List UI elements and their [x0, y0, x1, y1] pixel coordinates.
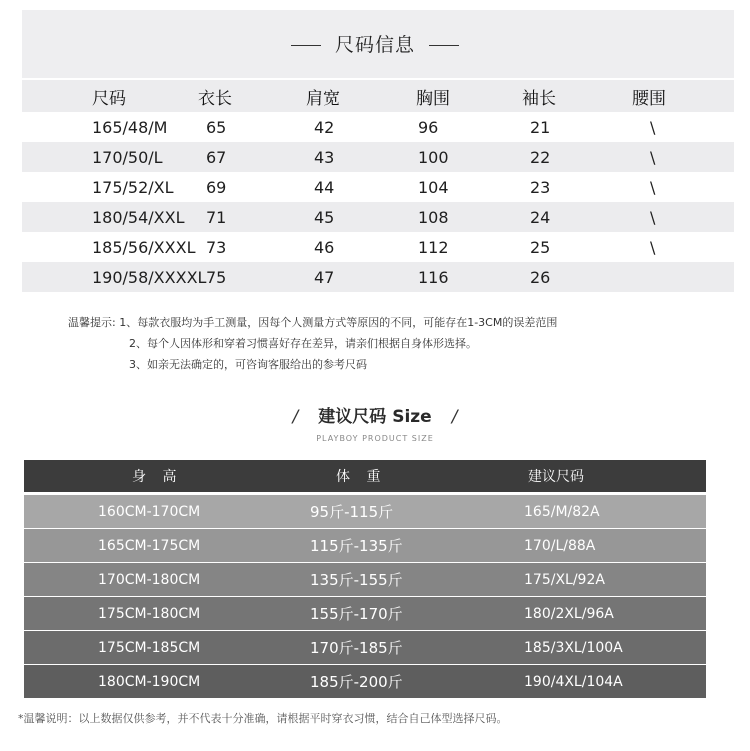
cell-waist: \ — [650, 177, 656, 197]
table-row — [24, 529, 706, 562]
cell-chest: 104 — [418, 177, 449, 197]
header-shoulder: 肩宽 — [306, 88, 340, 109]
recommend-title-text: 建议尺码 Size — [318, 407, 432, 427]
cell-weight: 155斤-170斤 — [310, 605, 403, 623]
note-line: 3、如亲无法确定的，可咨询客服给出的参考尺码 — [129, 358, 367, 371]
cell-weight: 170斤-185斤 — [310, 639, 403, 657]
cell-size: 180/54/XXL — [92, 207, 185, 227]
header-chest: 胸围 — [416, 88, 450, 109]
cell-length: 65 — [206, 117, 227, 137]
cell-size: 165/48/M — [92, 117, 168, 137]
cell-shoulder: 43 — [314, 147, 335, 167]
title-slash-left: / — [292, 407, 299, 427]
recommend-title — [0, 402, 750, 427]
cell-length: 71 — [206, 207, 227, 227]
note-line: 温馨提示: 1、每款衣服均为手工测量，因每个人测量方式等原因的不同，可能存在1-3CM的误差范围 — [68, 316, 558, 329]
cell-shoulder: 45 — [314, 207, 335, 227]
title-dash-left — [291, 45, 321, 46]
cell-shoulder: 46 — [314, 237, 335, 257]
cell-sleeve: 24 — [530, 207, 551, 227]
header-sleeve: 袖长 — [522, 88, 556, 109]
cell-size: 170/50/L — [92, 147, 163, 167]
cell-suggested-size: 180/2XL/96A — [524, 605, 614, 622]
table-row — [22, 112, 734, 142]
cell-suggested-size: 190/4XL/104A — [524, 673, 623, 690]
cell-length: 69 — [206, 177, 227, 197]
size-table — [22, 80, 734, 292]
header-suggested-size: 建议尺码 — [528, 469, 584, 485]
table-row — [22, 262, 734, 292]
cell-height: 170CM-180CM — [98, 571, 201, 588]
cell-size: 190/58/XXXXL — [92, 267, 207, 287]
cell-sleeve: 21 — [530, 117, 551, 137]
cell-suggested-size: 185/3XL/100A — [524, 639, 623, 656]
cell-chest: 116 — [418, 267, 449, 287]
header-waist: 腰围 — [632, 88, 666, 109]
cell-shoulder: 44 — [314, 177, 335, 197]
cell-chest: 96 — [418, 117, 439, 137]
cell-height: 175CM-180CM — [98, 605, 201, 622]
cell-length: 73 — [206, 237, 227, 257]
table-row — [24, 631, 706, 664]
cell-weight: 95斤-115斤 — [310, 503, 394, 521]
table-row — [24, 597, 706, 630]
cell-weight: 115斤-135斤 — [310, 537, 403, 555]
cell-height: 175CM-185CM — [98, 639, 201, 656]
cell-size: 175/52/XL — [92, 177, 174, 197]
cell-weight: 135斤-155斤 — [310, 571, 403, 589]
table-row — [22, 172, 734, 202]
table-row — [22, 232, 734, 262]
size-info-title — [0, 30, 750, 57]
note-line: 2、每个人因体形和穿着习惯喜好存在差异，请亲们根据自身体形选择。 — [129, 337, 477, 350]
cell-waist: \ — [650, 207, 656, 227]
title-dash-right — [429, 45, 459, 46]
cell-waist: \ — [650, 237, 656, 257]
cell-suggested-size: 165/M/82A — [524, 503, 600, 520]
cell-length: 75 — [206, 267, 227, 287]
cell-suggested-size: 175/XL/92A — [524, 571, 605, 588]
cell-shoulder: 42 — [314, 117, 335, 137]
header-length: 衣长 — [198, 88, 232, 109]
table-row — [24, 495, 706, 528]
header-weight: 体 重 — [336, 469, 387, 485]
cell-height: 160CM-170CM — [98, 503, 201, 520]
cell-length: 67 — [206, 147, 227, 167]
table-row — [22, 142, 734, 172]
cell-chest: 108 — [418, 207, 449, 227]
title-slash-right: / — [451, 407, 458, 427]
cell-size: 185/56/XXXL — [92, 237, 196, 257]
size-table-header — [22, 80, 734, 112]
cell-sleeve: 26 — [530, 267, 551, 287]
measurement-notes — [68, 312, 557, 375]
cell-height: 165CM-175CM — [98, 537, 201, 554]
header-height: 身 高 — [132, 469, 183, 485]
cell-sleeve: 25 — [530, 237, 551, 257]
table-row — [22, 202, 734, 232]
cell-height: 180CM-190CM — [98, 673, 201, 690]
table-row — [24, 665, 706, 698]
recommend-subtitle: PLAYBOY PRODUCT SIZE — [316, 434, 434, 443]
cell-waist: \ — [650, 147, 656, 167]
cell-sleeve: 23 — [530, 177, 551, 197]
cell-shoulder: 47 — [314, 267, 335, 287]
footer-note: *温馨说明：以上数据仅供参考，并不代表十分准确，请根据平时穿衣习惯，结合自己体型选择尺码。 — [18, 712, 508, 725]
table-row — [24, 563, 706, 596]
recommend-table — [24, 460, 706, 699]
recommend-table-header — [24, 460, 706, 492]
header-size: 尺码 — [92, 88, 126, 109]
cell-chest: 100 — [418, 147, 449, 167]
cell-waist: \ — [650, 117, 656, 137]
size-info-title-text: 尺码信息 — [334, 34, 415, 56]
cell-suggested-size: 170/L/88A — [524, 537, 596, 554]
cell-sleeve: 22 — [530, 147, 551, 167]
cell-weight: 185斤-200斤 — [310, 673, 403, 691]
cell-chest: 112 — [418, 237, 449, 257]
